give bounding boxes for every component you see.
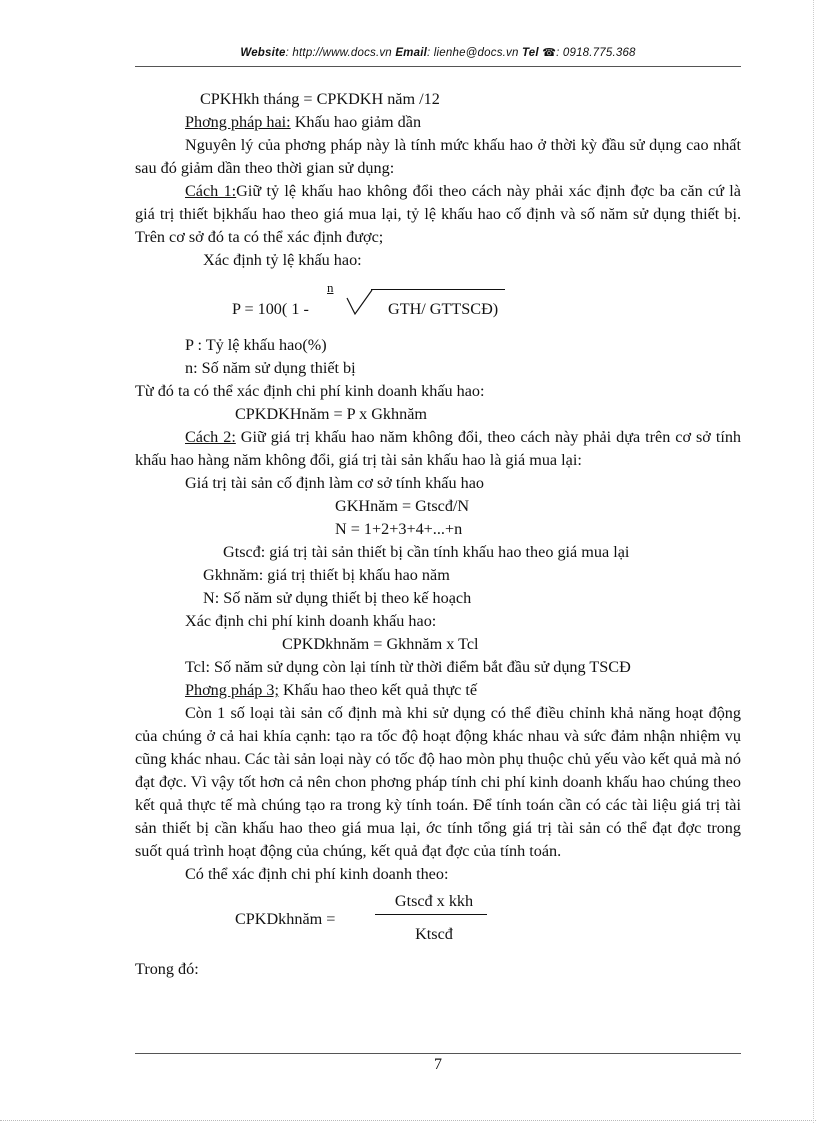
underlined-heading: Phơng pháp 3; bbox=[185, 681, 279, 699]
formula-line: GKHnăm = Gtscđ/N bbox=[335, 497, 470, 515]
text-line: Giá trị tài sản cố định làm cơ sở tính khấu hao bbox=[185, 474, 484, 492]
website-value: : http://www.docs.vn bbox=[285, 47, 392, 59]
tel-value: : 0918.775.368 bbox=[556, 47, 636, 59]
footer-rule bbox=[135, 1053, 741, 1054]
text-line: n: Số năm sử dụng thiết bị bbox=[185, 359, 356, 377]
formula-depreciation-rate bbox=[135, 276, 741, 334]
text-line: Có thể xác định chi phí kinh doanh theo: bbox=[185, 865, 449, 883]
text-line: Xác định chi phí kinh doanh khấu hao: bbox=[185, 612, 437, 630]
fraction-bar bbox=[375, 914, 487, 915]
fraction-label: CPKDkhnăm = bbox=[235, 910, 336, 928]
formula-fraction bbox=[135, 890, 741, 948]
text-line: Từ đó ta có thể xác định chi phí kinh doanh khấu hao: bbox=[135, 382, 485, 400]
page-header bbox=[135, 46, 741, 59]
page-number: 7 bbox=[434, 1056, 442, 1073]
email-value: : lienhe@docs.vn bbox=[427, 47, 519, 59]
formula-left: P = 100( 1 - bbox=[232, 300, 309, 318]
underlined-heading: Phơng pháp hai: bbox=[185, 113, 291, 131]
page-edge-right bbox=[813, 0, 814, 1123]
tel-label: Tel bbox=[522, 47, 539, 59]
header-rule bbox=[135, 66, 741, 67]
formula-root-index: n bbox=[327, 280, 334, 295]
phone-icon: ☎ bbox=[542, 47, 557, 59]
paragraph: Cách 1:Giữ tỷ lệ khấu hao không đổi theo cách này phải xác định đợc ba căn cứ là giá trị thiết bịkhấu hao theo giá mua lại, tỷ lệ khấu hao cố định và số năm sử dụng thiết bị. Trên cơ sở đó ta có thể xác định được; bbox=[135, 182, 741, 246]
paragraph: Nguyên lý của phơng pháp này là tính mức khấu hao ở thời kỳ đầu sử dụng cao nhất sau đó giảm dần theo thời gian sử dụng: bbox=[135, 136, 741, 177]
document-body bbox=[135, 88, 741, 981]
fraction-denominator: Ktscđ bbox=[415, 925, 453, 943]
paragraph: Cách 2: Giữ giá trị khấu hao năm không đổi, theo cách này phải dựa trên cơ sở tính khấu hao hàng năm không đổi, giá trị tài sản khấu hao là giá mua lại: bbox=[135, 428, 742, 469]
text-line: Gtscđ: giá trị tài sản thiết bị cần tính khấu hao theo giá mua lại bbox=[223, 543, 630, 561]
email-label: Email bbox=[395, 47, 427, 59]
underlined-heading: Cách 1: bbox=[185, 182, 237, 200]
text-line: Tcl: Số năm sử dụng còn lại tính từ thời điểm bắt đầu sử dụng TSCĐ bbox=[185, 658, 631, 676]
text-line: Trong đó: bbox=[135, 960, 199, 978]
text-line: P : Tỷ lệ khấu hao(%) bbox=[185, 336, 327, 354]
page-edge bbox=[0, 1120, 816, 1121]
text-line: Gkhnăm: giá trị thiết bị khấu hao năm bbox=[203, 566, 450, 584]
formula-line: N = 1+2+3+4+...+n bbox=[335, 520, 463, 538]
fraction-numerator: Gtscđ x kkh bbox=[394, 892, 474, 910]
text-line: Phơng pháp 3; Khấu hao theo kết quả thực tế bbox=[185, 681, 478, 699]
text-line: Xác định tỷ lệ khấu hao: bbox=[203, 251, 362, 269]
underlined-heading: Cách 2: bbox=[185, 428, 236, 446]
text-line: N: Số năm sử dụng thiết bị theo kế hoạch bbox=[203, 589, 472, 607]
text-line: CPKHkh tháng = CPKDKH năm /12 bbox=[200, 90, 440, 108]
text-line: Phơng pháp hai: Khấu hao giảm dần bbox=[185, 113, 422, 131]
radical-sign-icon bbox=[345, 290, 375, 316]
formula-line: CPKDkhnăm = Gkhnăm x Tcl bbox=[282, 635, 479, 653]
formula-line: CPKDKHnăm = P x Gkhnăm bbox=[235, 405, 427, 423]
website-label: Website bbox=[240, 47, 286, 59]
radical-bar bbox=[371, 289, 505, 290]
paragraph: Còn 1 số loại tài sản cố định mà khi sử dụng có thể điều chỉnh khả năng hoạt động của chúng ở cả hai khía cạnh: tạo ra tốc độ hoạt động khác nhau và sức đảm nhận nhiệm vụ cũng khác nhau. Các tài sản loại này có tốc độ hao mòn phụ thuộc chủ yếu vào kết quả mà nó đạt đợc. Vì vậy tốt hơn cả nên chon phơng pháp tính chi phí kinh doanh khấu hao chúng theo kết quả thực tế mà chúng tạo ra trong kỳ tính toán. Để tính toán cần có các tài liệu giá trị tài sản thiết bị cần khấu hao theo giá mua lại, ớc tính tổng giá trị tài sản có thể đạt đợc trong suốt quá trình hoạt động của chúng, kết quả đạt đợc của tính toán. bbox=[135, 704, 741, 860]
formula-radicand: GTH/ GTTSCĐ) bbox=[388, 300, 499, 318]
